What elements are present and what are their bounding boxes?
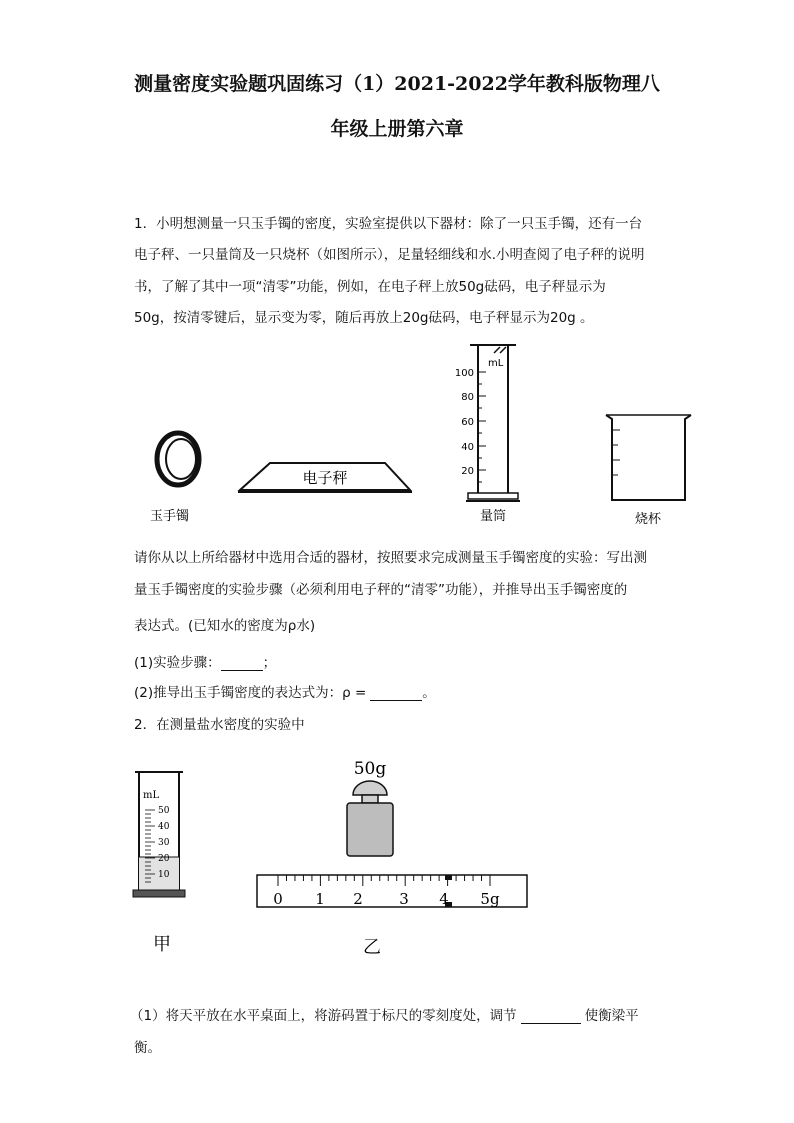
q2-sub1-text: （1）将天平放在水平桌面上，将游码置于标尺的零刻度处，调节 [130, 1008, 517, 1024]
rule-tick-5g: 5g [480, 890, 500, 908]
weight-icon [347, 781, 393, 856]
beaker-icon [606, 415, 691, 500]
cylinder2-unit: mL [143, 790, 160, 801]
q2-sub1-text-end: 使衡梁平 [584, 1008, 639, 1024]
q1-text-line3: 书，了解了其中一项“清零”功能，例如，在电子秤上放50g砝码，电子秤显示为 [134, 279, 606, 295]
q1-sub1-end: ； [262, 655, 277, 671]
page-title-line2: 年级上册第六章 [330, 118, 464, 140]
cylinder-unit: mL [488, 358, 504, 369]
cylinder2-tick-50: 50 [158, 806, 170, 816]
q2-sub1-line2: 衡。 [134, 1040, 161, 1056]
figure-label-a: 甲 [153, 934, 171, 955]
cylinder-tick-80: 80 [461, 392, 474, 403]
q1-text-line7: 表达式。(已知水的密度为ρ水) [134, 618, 316, 634]
cylinder-label: 量筒 [480, 509, 507, 524]
q1-sub1 [134, 651, 276, 671]
cylinder-tick-100: 100 [454, 368, 474, 379]
q1-text-line2: 电子秤、一只量筒及一只烧杯（如图所示），足量轻细线和水.小明查阅了电子秤的说明 [134, 247, 645, 263]
q2-text-line1: 2．在测量盐水密度的实验中 [134, 717, 305, 733]
q1-sub1-blank[interactable] [221, 670, 263, 671]
q1-text-line5: 请你从以上所给器材中选用合适的器材，按照要求完成测量玉手镯密度的实验：写出测 [134, 550, 647, 566]
q1-text-line4: 50g，按清零键后，显示变为零，随后再放上20g砝码，电子秤显示为20g 。 [134, 310, 594, 326]
cylinder-tick-20: 20 [461, 466, 474, 477]
weight-label: 50g [353, 759, 387, 779]
scale-text: 电子秤 [302, 469, 348, 487]
q2-figure [125, 750, 535, 965]
page-title: 测量密度实验题巩固练习（1）2021-2022学年教科版物理八 [134, 73, 660, 95]
rule-tick-0: 0 [273, 890, 283, 908]
rule-tick-2: 2 [353, 890, 363, 908]
rule-tick-1: 1 [315, 890, 325, 908]
bracelet-label: 玉手镯 [150, 509, 190, 524]
cylinder2-tick-10: 10 [158, 870, 170, 880]
q1-sub2-label: (2)推导出玉手镯密度的表达式为：ρ = [134, 685, 367, 701]
cylinder2-tick-20: 20 [158, 854, 170, 864]
rule-tick-4: 4 [439, 890, 449, 908]
q1-sub2 [134, 681, 436, 701]
q1-text-line1: 1．小明想测量一只玉手镯的密度，实验室提供以下器材：除了一只玉手镯，还有一台 [134, 216, 643, 232]
cylinder-tick-60: 60 [461, 417, 474, 428]
cylinder2-tick-40: 40 [158, 822, 170, 832]
beaker-label: 烧杯 [635, 512, 662, 527]
q2-sub1 [130, 1004, 639, 1024]
q1-sub2-blank[interactable] [370, 700, 422, 701]
q1-sub2-end: 。 [422, 685, 436, 701]
rule-tick-3: 3 [399, 890, 409, 908]
figure-label-b: 乙 [363, 937, 381, 958]
q1-equipment-figure [130, 335, 705, 530]
cylinder2-tick-30: 30 [158, 838, 170, 848]
q2-sub1-blank[interactable] [521, 1023, 581, 1024]
q1-sub1-label: (1)实验步骤： [134, 655, 221, 671]
cylinder-tick-40: 40 [461, 442, 474, 453]
q1-text-line6: 量玉手镯密度的实验步骤（必须利用电子秤的“清零”功能），并推导出玉手镯密度的 [134, 582, 628, 598]
bracelet-icon [157, 433, 199, 485]
